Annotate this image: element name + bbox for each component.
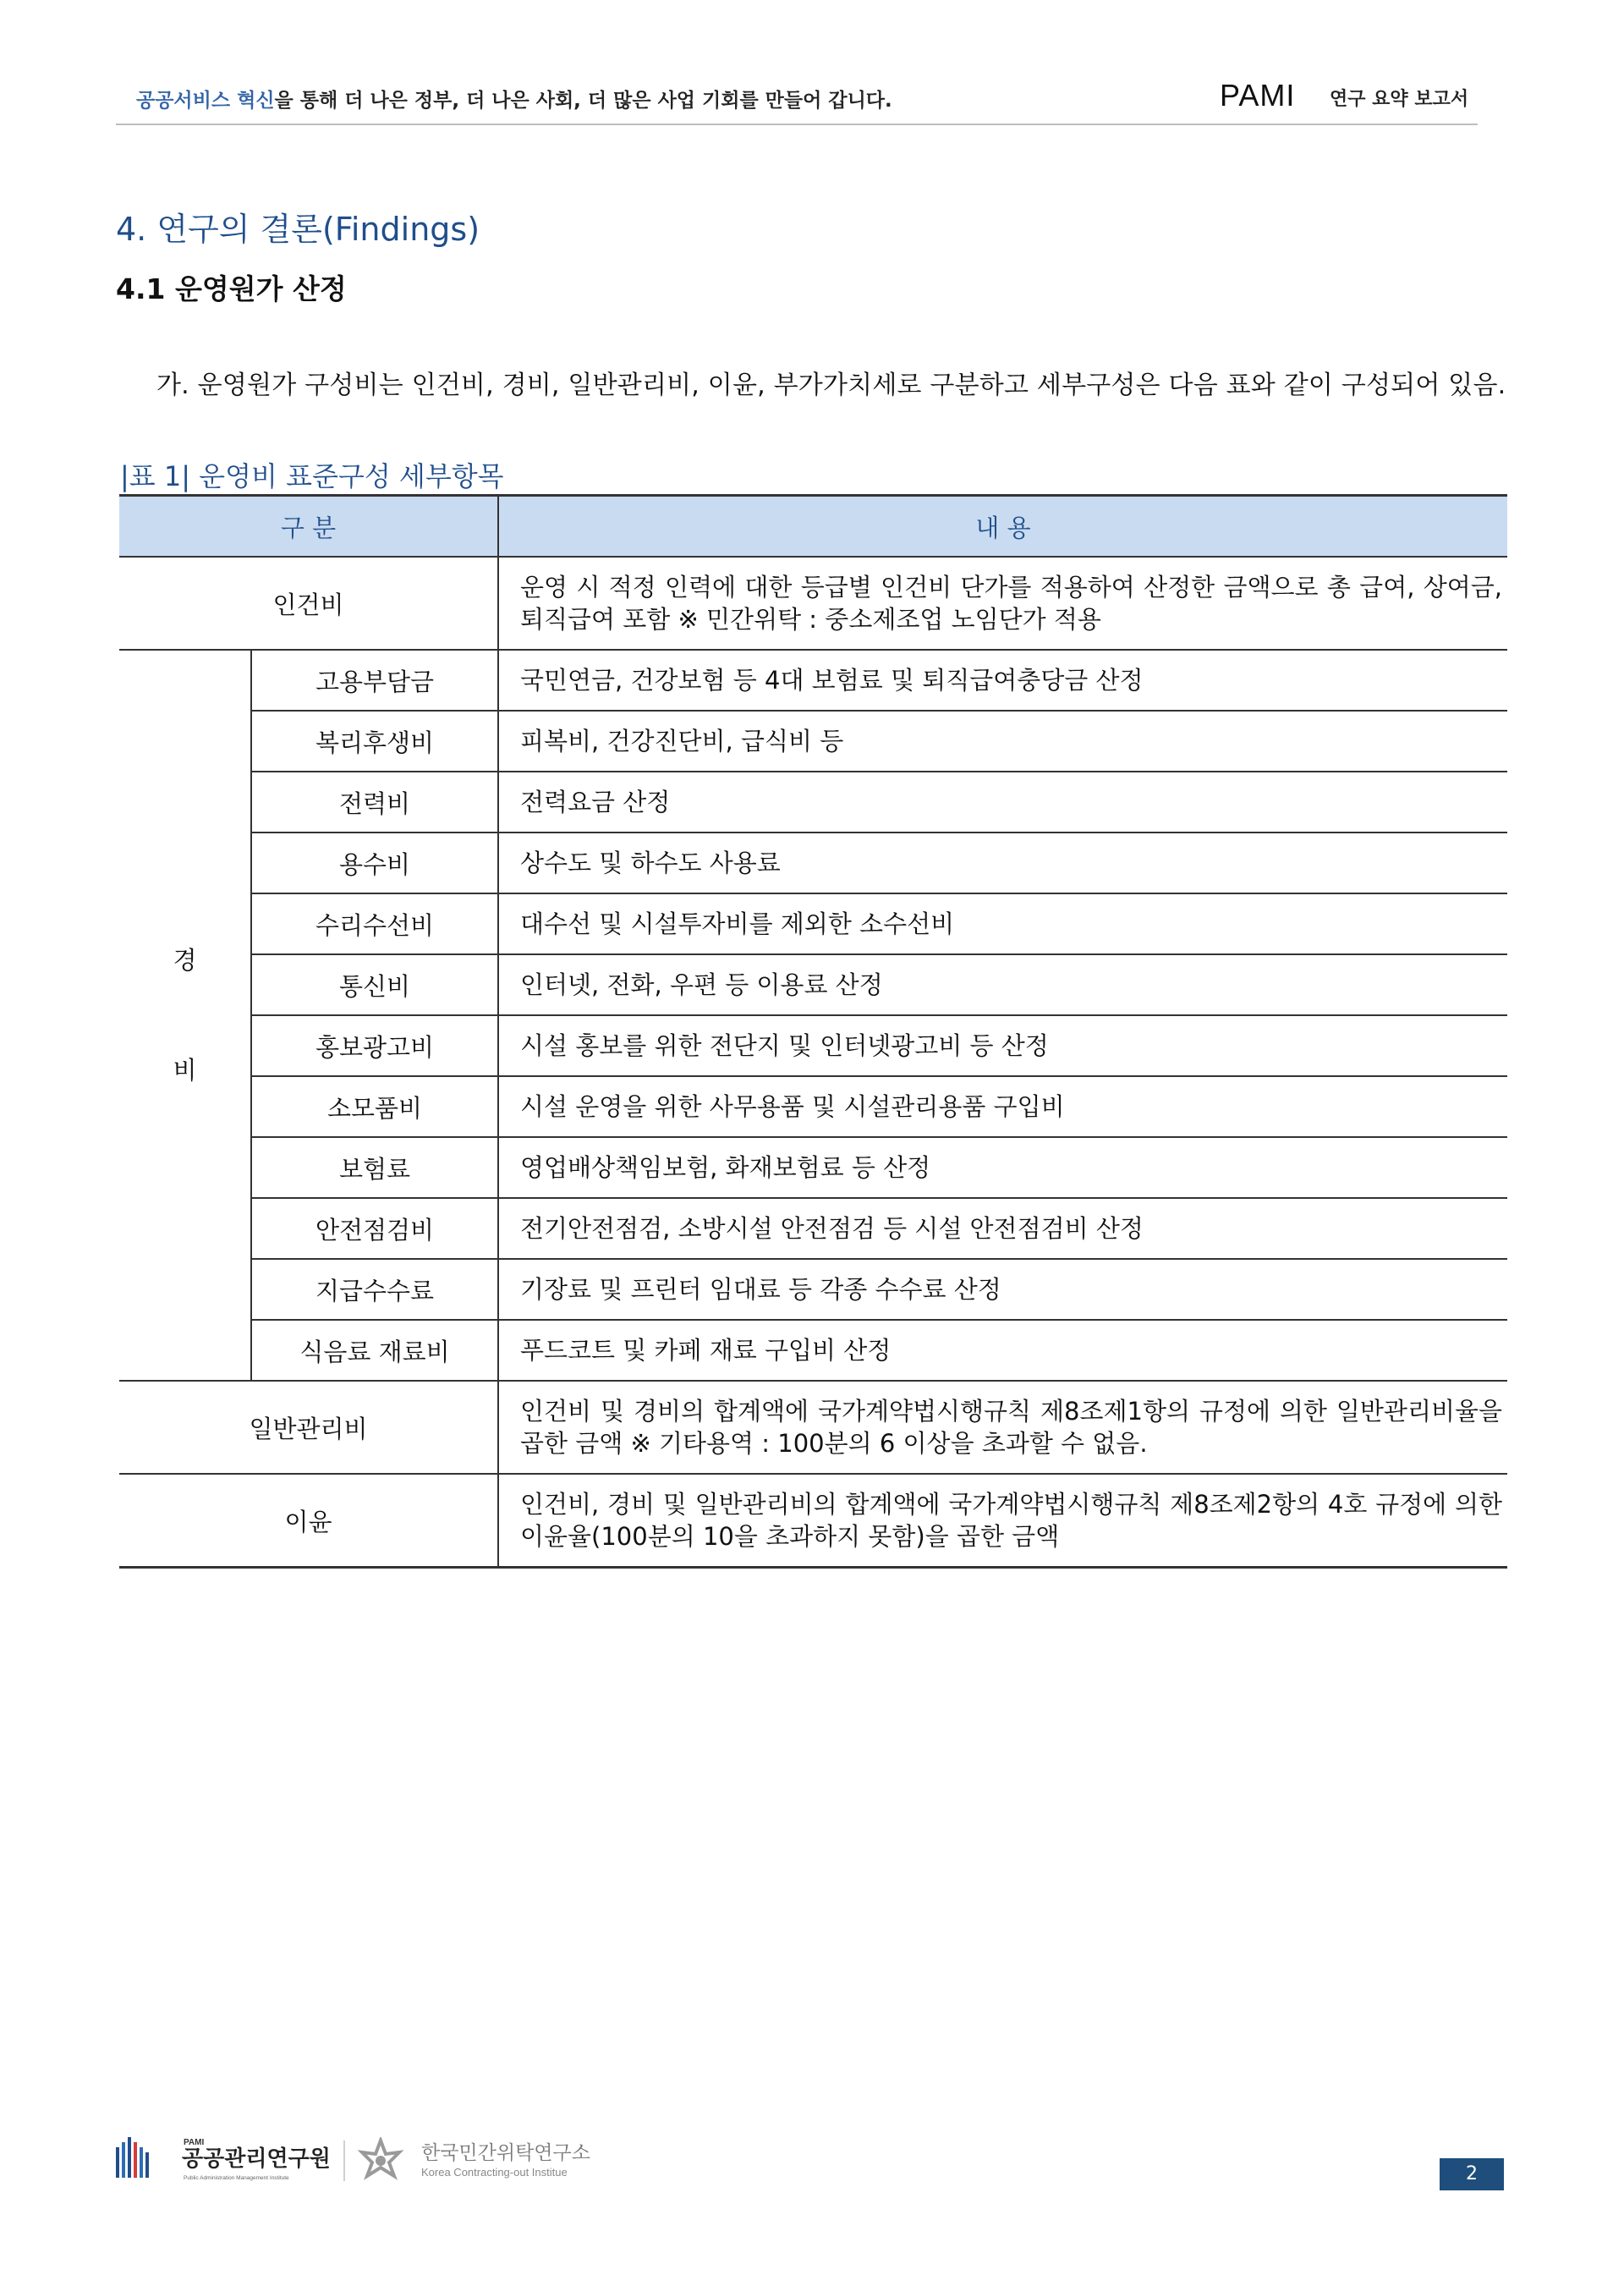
header-tagline xyxy=(136,85,892,113)
table-row xyxy=(119,557,1507,650)
row-desc: 기장료 및 프린터 임대료 등 각종 수수료 산정 xyxy=(498,1259,1507,1320)
table-row xyxy=(119,833,1507,893)
row-label: 통신비 xyxy=(251,954,498,1015)
row-label: 용수비 xyxy=(251,833,498,893)
footer-divider xyxy=(343,2140,345,2181)
kci-logo xyxy=(355,2137,601,2184)
logo2-en: Korea Contracting-out Institue xyxy=(421,2166,568,2179)
logo1-name: 공공관리연구원 xyxy=(182,2146,331,2172)
row-label: 소모품비 xyxy=(251,1076,498,1137)
table-caption: |표 1| 운영비 표준구성 세부항목 xyxy=(120,460,504,492)
row-desc: 인터넷, 전화, 우편 등 이용료 산정 xyxy=(498,954,1507,1015)
row-label: 인건비 xyxy=(119,557,498,650)
row-label: 고용부담금 xyxy=(251,650,498,711)
row-desc: 푸드코트 및 카페 재료 구입비 산정 xyxy=(498,1320,1507,1381)
row-desc: 전력요금 산정 xyxy=(498,772,1507,833)
row-desc: 영업배상책임보험, 화재보험료 등 산정 xyxy=(498,1137,1507,1198)
header-content: 내 용 xyxy=(498,496,1507,558)
table-row xyxy=(119,1076,1507,1137)
row-label: 지급수수료 xyxy=(251,1259,498,1320)
row-desc: 운영 시 적정 인력에 대한 등급별 인건비 단가를 적용하여 산정한 금액으로 총 급여, 상여금, 퇴직급여 포함 ※ 민간위탁 : 중소제조업 노임단가 적용 xyxy=(498,557,1507,650)
pami-logo xyxy=(116,2134,336,2184)
page-header xyxy=(116,73,1478,125)
page-number: 2 xyxy=(1440,2158,1504,2190)
row-desc: 인건비, 경비 및 일반관리비의 합계액에 국가계약법시행규칙 제8조제2항의 4호 규정에 의한 이윤율(100분의 10을 초과하지 못함)을 곱한 금액 xyxy=(498,1474,1507,1568)
table-row xyxy=(119,1259,1507,1320)
row-desc: 인건비 및 경비의 합계액에 국가계약법시행규칙 제8조제1항의 규정에 의한 일반관리비율을 곱한 금액 ※ 기타용역 : 100분의 6 이상을 초과할 수 없음. xyxy=(498,1381,1507,1474)
cost-table xyxy=(119,494,1507,1569)
row-desc: 전기안전점검, 소방시설 안전점검 등 시설 안전점검비 산정 xyxy=(498,1198,1507,1259)
table-row xyxy=(119,1015,1507,1076)
body-paragraph: 가. 운영원가 구성비는 인건비, 경비, 일반관리비, 이윤, 부가가치세로 구분하고 세부구성은 다음 표와 같이 구성되어 있음. xyxy=(156,371,1506,400)
subsection-title: 4.1 운영원가 산정 xyxy=(116,272,347,305)
table-row xyxy=(119,711,1507,772)
header-doc-type: 연구 요약 보고서 xyxy=(1330,89,1469,110)
row-label: 식음료 재료비 xyxy=(251,1320,498,1381)
section-title: 4. 연구의 결론(Findings) xyxy=(116,211,480,248)
row-label: 복리후생비 xyxy=(251,711,498,772)
table-row xyxy=(119,893,1507,954)
header-category: 구 분 xyxy=(119,496,498,558)
pami-bars-icon xyxy=(116,2137,149,2178)
table-header-row xyxy=(119,496,1507,558)
row-desc: 시설 홍보를 위한 전단지 및 인터넷광고비 등 산정 xyxy=(498,1015,1507,1076)
row-label: 홍보광고비 xyxy=(251,1015,498,1076)
table-row xyxy=(119,954,1507,1015)
expense-group-label xyxy=(119,650,251,1381)
table-row xyxy=(119,1320,1507,1381)
tagline-rest: 을 통해 더 나은 정부, 더 나은 사회, 더 많은 사업 기회를 만들어 갑니다. xyxy=(274,90,892,112)
row-desc: 국민연금, 건강보험 등 4대 보험료 및 퇴직급여충당금 산정 xyxy=(498,650,1507,711)
expense-group-char: 경 xyxy=(173,946,197,975)
row-label: 이윤 xyxy=(119,1474,498,1568)
table-row xyxy=(119,1381,1507,1474)
logo1-small: PAMI xyxy=(184,2138,205,2147)
row-desc: 피복비, 건강진단비, 급식비 등 xyxy=(498,711,1507,772)
row-label: 보험료 xyxy=(251,1137,498,1198)
table-row xyxy=(119,1198,1507,1259)
row-label: 수리수선비 xyxy=(251,893,498,954)
row-desc: 대수선 및 시설투자비를 제외한 소수선비 xyxy=(498,893,1507,954)
kci-star-icon xyxy=(362,2140,399,2176)
expense-group-char: 비 xyxy=(173,1056,197,1085)
table-row xyxy=(119,650,1507,711)
row-desc: 상수도 및 하수도 사용료 xyxy=(498,833,1507,893)
table-row xyxy=(119,1137,1507,1198)
table-row xyxy=(119,1474,1507,1568)
logo1-en: Public Administration Management Institute xyxy=(184,2175,289,2181)
row-desc: 시설 운영을 위한 사무용품 및 시설관리용품 구입비 xyxy=(498,1076,1507,1137)
row-label: 안전점검비 xyxy=(251,1198,498,1259)
row-label: 전력비 xyxy=(251,772,498,833)
header-brand: PAMI xyxy=(1220,78,1296,113)
logo2-name: 한국민간위탁연구소 xyxy=(421,2142,590,2164)
table-row xyxy=(119,772,1507,833)
row-label: 일반관리비 xyxy=(119,1381,498,1474)
tagline-accent: 공공서비스 혁신 xyxy=(136,90,275,112)
